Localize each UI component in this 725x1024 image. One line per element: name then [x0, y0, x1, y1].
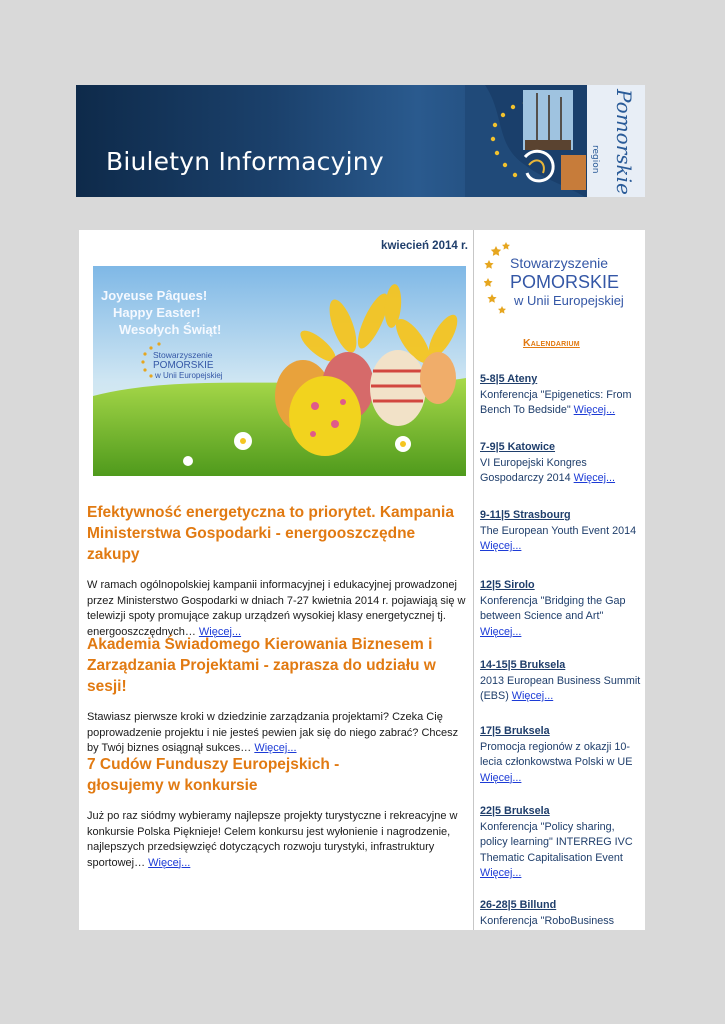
event-date[interactable]: 12|5 Sirolo: [480, 579, 535, 591]
event-date[interactable]: 14-15|5 Bruksela: [480, 659, 566, 671]
article-title[interactable]: 7 Cudów Funduszy Europejskich - głosujemy w konkursie: [87, 756, 340, 794]
svg-text:w Unii Europejskiej: w Unii Europejskiej: [514, 293, 624, 308]
svg-text:Stowarzyszenie: Stowarzyszenie: [153, 350, 213, 360]
read-more-link[interactable]: Więcej...: [480, 771, 522, 784]
article-body: Już po raz siódmy wybieramy najlepsze projekty turystyczne i rekreacyjne w konkursie Polska Pięknieje! Celem konkursu jest wyłonienie i nagrodzenie, najlepszych przedsięwzięć dotyczących rozwoju turystyki, infrastruktury sportowej… Więcej...: [87, 810, 458, 869]
article-title[interactable]: Efektywność energetyczna to priorytet. Kampania Ministerstwa Gospodarki - energooszczędne zakupy: [87, 504, 454, 563]
region-logo-text: region: [590, 145, 600, 174]
read-more-link[interactable]: Więcej...: [573, 472, 616, 484]
event-text: VI Europejski Kongres Gospodarczy 2014: [480, 456, 587, 484]
event-text: Promocja regionów z okazji 10-lecia członkowstwa Polski w UE: [480, 740, 633, 768]
association-logo: [484, 242, 629, 314]
article-body: W ramach ogólnopolskiej kampanii informacyjnej i edukacyjnej prowadzonej przez Ministerstwo Gospodarki w dniach 7-27 kwietnia 2014 r. pojawiają się w telewizji spoty promujące zakup urządzeń wysokiej klasy energetycznej tj. energooszczędnych… Więcej...: [87, 579, 466, 638]
event-text: Konferencja "Bridging the Gap between Science and Art": [480, 594, 626, 622]
read-more-link[interactable]: Więcej...: [511, 690, 554, 702]
calendar-heading[interactable]: Kalendarium: [523, 337, 580, 349]
read-more-link[interactable]: Więcej...: [480, 625, 522, 638]
event-date[interactable]: 26-28|5 Billund: [480, 899, 557, 911]
calendar-event: [480, 440, 642, 487]
svg-text:Stowarzyszenie: Stowarzyszenie: [510, 255, 609, 271]
event-date[interactable]: 7-9|5 Katowice: [480, 441, 556, 453]
calendar-event: [480, 372, 642, 419]
svg-text:w Unii Europejskiej: w Unii Europejskiej: [155, 371, 223, 380]
greeting-french: Joyeuse Pâques!: [101, 288, 208, 303]
event-text: The European Youth Event 2014: [480, 524, 637, 537]
calendar-event: [480, 578, 642, 640]
article-eu-funds-wonders: [87, 754, 467, 871]
event-text: 2013 European Business Summit (EBS): [480, 674, 641, 702]
newsletter-banner: [76, 85, 645, 197]
newsletter-title: Biuletyn Informacyjny: [106, 147, 384, 176]
content-panel: [79, 230, 645, 930]
event-date[interactable]: 22|5 Bruksela: [480, 805, 550, 817]
svg-text:POMORSKIE: POMORSKIE: [510, 272, 620, 292]
read-more-link[interactable]: Więcej...: [148, 856, 191, 869]
article-title[interactable]: Akademia Świadomego Kierowania Biznesem i Zarządzania Projektami - zaprasza do udziału w sesji!: [87, 636, 436, 695]
svg-text:POMORSKIE: POMORSKIE: [153, 360, 214, 371]
article-body: Stawiasz pierwsze kroki w dziedzinie zarządzania projektami? Czeka Cię poprowadzenie projektu i nie jesteś pewien jak się do niego zabrać? Chcesz by Twój biznes osiągnął sukces… Więcej...: [87, 711, 459, 754]
calendar-event: [480, 658, 642, 705]
calendar-event: [480, 508, 642, 555]
event-date[interactable]: 17|5 Bruksela: [480, 725, 550, 737]
article-energy-efficiency: [87, 502, 467, 640]
calendar-event: [480, 898, 642, 929]
event-text: Konferencja "Policy sharing, policy learning" INTERREG IVC Thematic Capitalisation Event: [480, 820, 633, 864]
calendar-event: [480, 724, 642, 786]
pomorskie-region-logo: [465, 85, 645, 197]
column-divider: [473, 230, 474, 930]
calendar-event: [480, 804, 642, 882]
event-text: Konferencja "RoboBusiness: [480, 914, 615, 927]
greeting-polish: Wesołych Świąt!: [119, 322, 222, 337]
pomorskie-logo-text: Pomorskie: [612, 89, 636, 195]
easter-greeting-image: [93, 266, 466, 476]
greeting-english: Happy Easter!: [113, 305, 201, 320]
read-more-link[interactable]: Więcej...: [480, 540, 522, 552]
read-more-link[interactable]: Więcej...: [480, 867, 522, 879]
read-more-link[interactable]: Więcej...: [573, 404, 616, 416]
issue-date: kwiecień 2014 r.: [381, 240, 468, 252]
event-date[interactable]: 9-11|5 Strasbourg: [480, 509, 571, 521]
event-date[interactable]: 5-8|5 Ateny: [480, 373, 538, 385]
read-more-link[interactable]: Więcej...: [198, 625, 242, 638]
read-more-link[interactable]: Więcej...: [254, 742, 297, 754]
article-business-academy: [87, 634, 467, 757]
event-text: Konferencja "Epigenetics: From Bench To Bedside": [480, 388, 632, 416]
